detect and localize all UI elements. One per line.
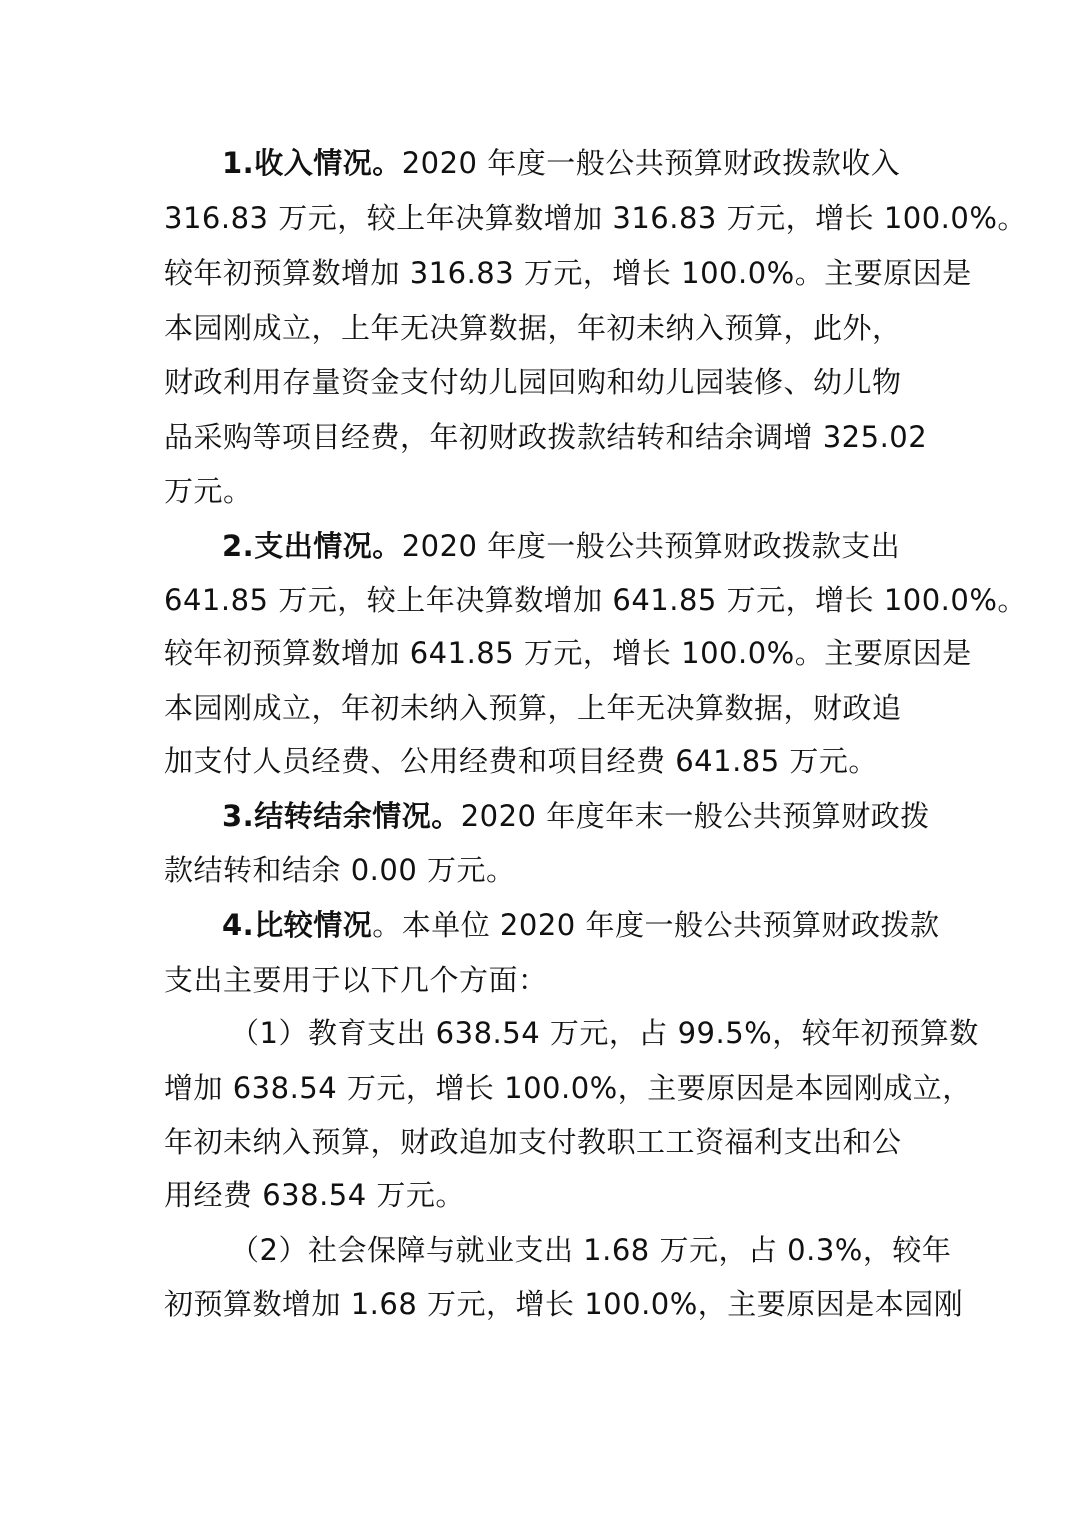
paragraph-text: 2020 年度年末一般公共预算财政拨 xyxy=(460,799,930,833)
paragraph-line: 较年初预算数增加 641.85 万元，增长 100.0%。主要原因是 xyxy=(164,636,972,670)
paragraph-line: 用经费 638.54 万元。 xyxy=(164,1178,465,1212)
paragraph-text: 2020 年度一般公共预算财政拨款支出 xyxy=(401,529,901,563)
paragraph-line xyxy=(222,905,939,945)
paragraph-line: 316.83 万元，较上年决算数增加 316.83 万元，增长 100.0%。 xyxy=(164,201,1027,235)
paragraph-line: 万元。 xyxy=(164,474,253,508)
paragraph-line xyxy=(222,143,900,183)
paragraph-line: 本园刚成立，上年无决算数据，年初未纳入预算，此外， xyxy=(164,311,902,345)
paragraph-line xyxy=(222,796,930,836)
paragraph-line: （1）教育支出 638.54 万元，占 99.5%，较年初预算数 xyxy=(230,1016,979,1050)
paragraph-text: 。本单位 2020 年度一般公共预算财政拨款 xyxy=(372,908,940,942)
paragraph-line: 641.85 万元，较上年决算数增加 641.85 万元，增长 100.0%。 xyxy=(164,583,1027,617)
section-heading: 3.结转结余情况。 xyxy=(222,799,461,833)
paragraph-line: 初预算数增加 1.68 万元，增长 100.0%，主要原因是本园刚 xyxy=(164,1287,964,1321)
paragraph-line: 加支付人员经费、公用经费和项目经费 641.85 万元。 xyxy=(164,744,878,778)
paragraph-line: 支出主要用于以下几个方面： xyxy=(164,963,548,997)
paragraph-line: 本园刚成立，年初未纳入预算，上年无决算数据，财政追 xyxy=(164,691,902,725)
section-heading: 1.收入情况。 xyxy=(222,146,402,180)
paragraph-line: 款结转和结余 0.00 万元。 xyxy=(164,853,516,887)
paragraph-text: 2020 年度一般公共预算财政拨款收入 xyxy=(401,146,901,180)
section-heading: 2.支出情况。 xyxy=(222,529,402,563)
paragraph-line: 品采购等项目经费，年初财政拨款结转和结余调增 325.02 xyxy=(164,420,928,454)
section-heading: 4.比较情况 xyxy=(222,908,373,942)
paragraph-line: 较年初预算数增加 316.83 万元，增长 100.0%。主要原因是 xyxy=(164,256,972,290)
paragraph-line: （2）社会保障与就业支出 1.68 万元，占 0.3%，较年 xyxy=(230,1233,952,1267)
paragraph-line: 年初未纳入预算，财政追加支付教职工工资福利支出和公 xyxy=(164,1125,902,1159)
paragraph-line: 财政利用存量资金支付幼儿园回购和幼儿园装修、幼儿物 xyxy=(164,365,902,399)
paragraph-line xyxy=(222,526,900,566)
paragraph-line: 增加 638.54 万元，增长 100.0%，主要原因是本园刚成立， xyxy=(164,1071,972,1105)
